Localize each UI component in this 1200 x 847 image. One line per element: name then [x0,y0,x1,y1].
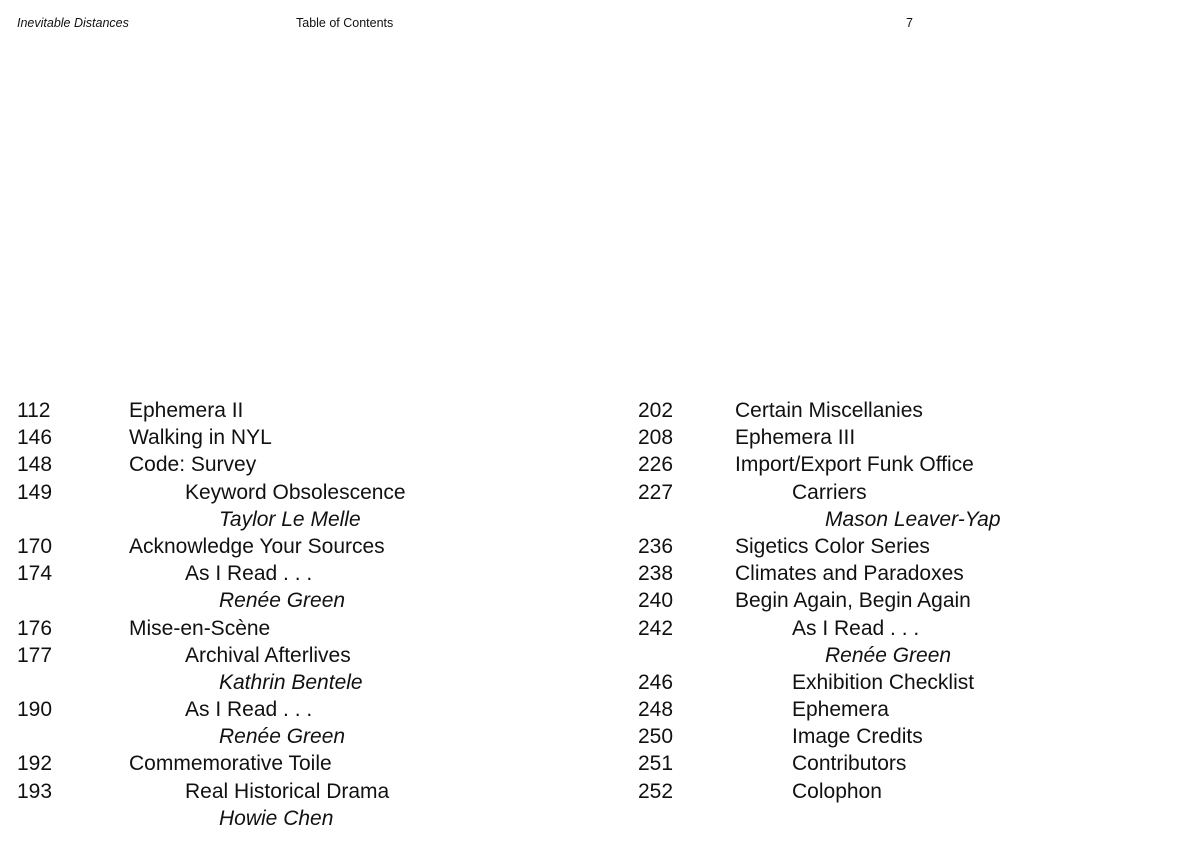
toc-entry [17,615,597,642]
toc-entry [17,397,597,424]
toc-entry-title: Image Credits [792,725,923,749]
toc-entry-title: Certain Miscellanies [735,399,923,422]
toc-entry-title: Walking in NYL [129,426,272,450]
toc-page-number: 240 [638,589,674,613]
page-number: 7 [906,16,913,30]
toc-entry-title: Sigetics Color Series [735,534,930,558]
toc-entry [638,669,1178,696]
section-title: Table of Contents [296,16,394,30]
toc-entry [17,778,597,805]
toc-page-number: 190 [17,698,53,722]
toc-page-number: 251 [638,752,674,776]
toc-author-name: Kathrin Bentele [219,670,363,694]
toc-page-number: 177 [17,643,53,667]
toc-author-name: Renée Green [825,643,952,667]
toc-page-number: 208 [638,426,674,450]
toc-entry [638,533,1178,560]
toc-entry-title: Begin Again, Begin Again [735,589,971,613]
toc-page-number: 238 [638,562,674,586]
toc-page-number: 250 [638,725,674,749]
toc-left-column [17,397,597,832]
toc-author-line [638,506,1178,533]
toc-entry [17,533,597,560]
toc-page-number: 176 [17,616,53,640]
toc-entry [638,696,1178,723]
toc-page-number: 236 [638,534,674,558]
toc-page-number: 252 [638,779,674,803]
toc-author-line [17,587,597,614]
toc-page-number: 246 [638,670,674,694]
toc-author-line [638,642,1178,669]
toc-entry-title: Mise-en-Scène [129,616,271,640]
toc-entry-title: Archival Afterlives [185,643,351,667]
toc-entry-title: Ephemera II [129,399,244,422]
toc-entry-title: Exhibition Checklist [792,670,975,694]
toc-page-number: 148 [17,453,53,477]
toc-entry-title: As I Read . . . [185,562,313,586]
toc-entry-title: Acknowledge Your Sources [129,534,385,558]
toc-author-name: Renée Green [219,725,346,749]
toc-page-number: 242 [638,616,674,640]
toc-entry-title: Ephemera [792,698,889,722]
toc-entry-title: Carriers [792,480,867,504]
toc-entry-title: Ephemera III [735,426,856,450]
toc-page-number: 227 [638,480,674,504]
toc-right-column [638,397,1178,805]
toc-page-number: 193 [17,779,53,803]
toc-entry-title: Import/Export Funk Office [735,453,974,477]
toc-entry-title: Commemorative Toile [129,752,332,776]
toc-entry [638,778,1178,805]
toc-entry-title: As I Read . . . [185,698,313,722]
toc-entry [638,451,1178,478]
toc-entry [638,723,1178,750]
toc-author-line [17,506,597,533]
toc-page-number: 149 [17,480,53,504]
book-title: Inevitable Distances [17,16,129,30]
toc-entry [638,424,1178,451]
toc-author-line [17,805,597,832]
toc-page-number: 226 [638,453,674,477]
toc-entry [638,750,1178,777]
toc-page-number: 170 [17,534,53,558]
toc-entry-title: Colophon [792,779,882,803]
toc-entry [17,451,597,478]
toc-page-number: 202 [638,399,674,422]
toc-entry-title: Code: Survey [129,453,257,477]
toc-entry [17,560,597,587]
toc-entry [17,696,597,723]
toc-entry [638,560,1178,587]
toc-author-line [17,669,597,696]
toc-author-name: Renée Green [219,589,346,613]
toc-page-number: 174 [17,562,53,586]
toc-entry [638,479,1178,506]
toc-author-name: Taylor Le Melle [219,507,361,531]
toc-author-name: Howie Chen [219,806,334,830]
toc-entry [638,615,1178,642]
toc-page-number: 248 [638,698,674,722]
toc-entry-title: As I Read . . . [792,616,920,640]
running-header [0,15,1200,33]
toc-page-number: 192 [17,752,53,776]
toc-author-line [17,723,597,750]
toc-entry [638,397,1178,424]
toc-entry [17,479,597,506]
toc-entry-title: Contributors [792,752,907,776]
toc-entry [17,750,597,777]
toc-entry-title: Real Historical Drama [185,779,390,803]
toc-entry-title: Climates and Paradoxes [735,562,964,586]
toc-entry [638,587,1178,614]
toc-author-name: Mason Leaver-Yap [825,507,1001,531]
toc-page-number: 146 [17,426,53,450]
toc-entry-title: Keyword Obsolescence [185,480,406,504]
toc-entry [17,642,597,669]
toc-entry [17,424,597,451]
toc-page-number: 112 [17,399,51,422]
